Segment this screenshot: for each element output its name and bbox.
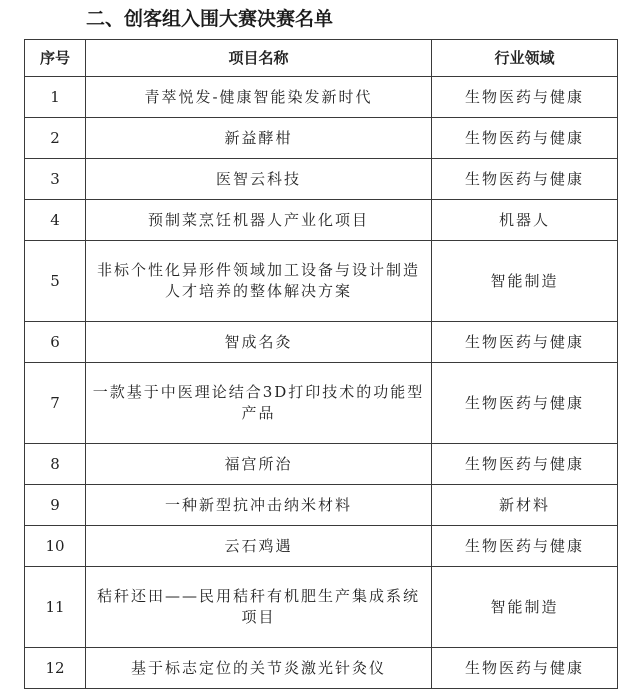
row-number: 2: [25, 118, 86, 159]
table-row: [25, 77, 618, 118]
row-number: 8: [25, 444, 86, 485]
column-header-project: 项目名称: [86, 40, 432, 77]
industry-field: 智能制造: [432, 241, 618, 322]
row-number: 12: [25, 648, 86, 689]
industry-field: 生物医药与健康: [432, 648, 618, 689]
project-name: 秸秆还田——民用秸秆有机肥生产集成系统项目: [86, 567, 432, 648]
project-name: 青萃悦发-健康智能染发新时代: [86, 77, 432, 118]
industry-field: 生物医药与健康: [432, 526, 618, 567]
row-number: 4: [25, 200, 86, 241]
project-name: 新益酵柑: [86, 118, 432, 159]
project-name: 一种新型抗冲击纳米材料: [86, 485, 432, 526]
industry-field: 生物医药与健康: [432, 118, 618, 159]
table-row: [25, 241, 618, 322]
section-heading: 二、创客组入围大赛决赛名单: [86, 8, 334, 30]
row-number: 5: [25, 241, 86, 322]
table-row: [25, 444, 618, 485]
table-header-row: [25, 40, 618, 77]
column-header-field: 行业领域: [432, 40, 618, 77]
industry-field: 生物医药与健康: [432, 363, 618, 444]
project-name: 非标个性化异形件领域加工设备与设计制造人才培养的整体解决方案: [86, 241, 432, 322]
project-name: 基于标志定位的关节炎激光针灸仪: [86, 648, 432, 689]
table-row: [25, 526, 618, 567]
finalists-table: [24, 39, 618, 689]
table-row: [25, 485, 618, 526]
table-row: [25, 567, 618, 648]
row-number: 10: [25, 526, 86, 567]
row-number: 7: [25, 363, 86, 444]
industry-field: 生物医药与健康: [432, 159, 618, 200]
table-row: [25, 118, 618, 159]
industry-field: 智能制造: [432, 567, 618, 648]
project-name: 医智云科技: [86, 159, 432, 200]
row-number: 1: [25, 77, 86, 118]
project-name: 云石鸡遇: [86, 526, 432, 567]
project-name: 预制菜烹饪机器人产业化项目: [86, 200, 432, 241]
industry-field: 机器人: [432, 200, 618, 241]
project-name: 福宫所治: [86, 444, 432, 485]
table-row: [25, 200, 618, 241]
table-row: [25, 159, 618, 200]
row-number: 9: [25, 485, 86, 526]
table-row: [25, 322, 618, 363]
table-row: [25, 648, 618, 689]
row-number: 6: [25, 322, 86, 363]
industry-field: 生物医药与健康: [432, 322, 618, 363]
industry-field: 新材料: [432, 485, 618, 526]
project-name: 一款基于中医理论结合3D打印技术的功能型产品: [86, 363, 432, 444]
project-name: 智成名灸: [86, 322, 432, 363]
table-row: [25, 363, 618, 444]
row-number: 11: [25, 567, 86, 648]
industry-field: 生物医药与健康: [432, 444, 618, 485]
column-header-number: 序号: [25, 40, 86, 77]
industry-field: 生物医药与健康: [432, 77, 618, 118]
row-number: 3: [25, 159, 86, 200]
